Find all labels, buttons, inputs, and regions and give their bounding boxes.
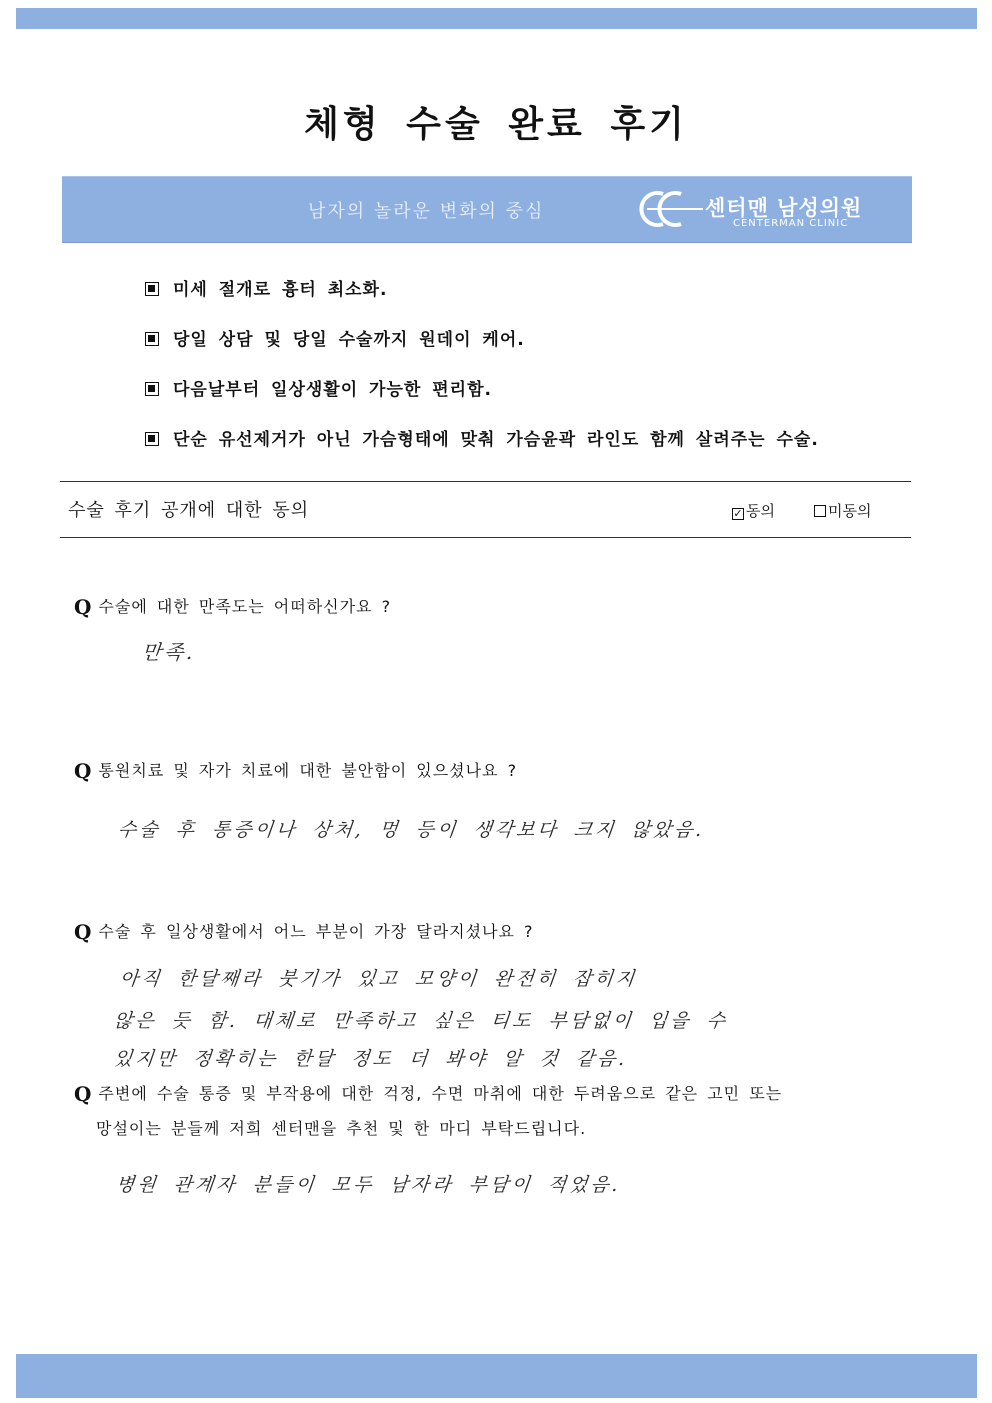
qa-item — [74, 594, 391, 619]
feature-item — [145, 375, 819, 425]
question-text: 주변에 수술 통증 및 부작용에 대한 걱정, 수면 마취에 대한 두려움으로 같은 고민 또는 — [98, 1084, 783, 1103]
qa-item — [74, 758, 517, 783]
question — [74, 758, 517, 783]
question-text-continued: 망설이는 분들께 저희 센터맨을 추천 및 한 마디 부탁드립니다. — [96, 1119, 587, 1138]
feature-list — [145, 275, 819, 475]
agree-label: 동의 — [746, 502, 775, 520]
clinic-banner — [62, 176, 912, 243]
qa-item — [74, 919, 534, 944]
empty-checkbox-icon[interactable] — [814, 505, 826, 517]
question-text: 수술 후 일상생활에서 어느 부분이 가장 달라지셨나요 ? — [98, 922, 534, 941]
logo-korean-name: 센터맨 남성의원 — [705, 196, 863, 220]
top-color-band — [16, 8, 977, 29]
consent-row — [60, 481, 911, 538]
feature-text: 단순 유선제거가 아닌 가슴형태에 맞춰 가슴윤곽 라인도 함께 살려주는 수술. — [173, 430, 819, 450]
feature-item — [145, 325, 819, 375]
feature-text: 미세 절개로 흉터 최소화. — [173, 280, 388, 300]
square-bullet-icon — [145, 382, 159, 396]
handwritten-answer-line: 있지만 정확히는 한달 정도 더 봐야 알 것 같음. — [112, 1048, 629, 1070]
banner-slogan: 남자의 놀라운 변화의 중심 — [308, 201, 545, 222]
q-marker-icon: Q — [74, 759, 93, 783]
feature-item — [145, 275, 819, 325]
page-title: 체형 수술 완료 후기 — [304, 104, 688, 145]
double-c-logo-icon — [625, 189, 703, 229]
agree-option[interactable] — [732, 500, 775, 521]
checked-checkbox-icon[interactable]: ✓ — [733, 507, 743, 520]
handwritten-answer: 수술 후 통증이나 상처, 멍 등이 생각보다 크지 않았음. — [116, 819, 706, 841]
square-bullet-icon — [145, 282, 159, 296]
question — [74, 919, 534, 944]
disagree-label: 미동의 — [828, 502, 872, 520]
question-text: 통원치료 및 자가 치료에 대한 불안함이 있으셨나요 ? — [98, 761, 518, 780]
q-marker-icon: Q — [74, 920, 93, 944]
qa-item — [74, 1081, 782, 1139]
question — [74, 594, 391, 619]
question — [74, 1081, 782, 1139]
q-marker-icon: Q — [74, 595, 93, 619]
handwritten-answer: 병원 관계자 분들이 모두 남자라 부담이 적었음. — [114, 1174, 623, 1196]
handwritten-answer-line: 않은 듯 함. 대체로 만족하고 싶은 티도 부담없이 입을 수 — [112, 1010, 730, 1032]
question-text: 수술에 대한 만족도는 어떠하신가요 ? — [98, 597, 392, 616]
bottom-color-band — [16, 1354, 977, 1398]
handwritten-answer-line: 아직 한달째라 붓기가 있고 모양이 완전히 잡히지 — [118, 968, 639, 990]
square-bullet-icon — [145, 332, 159, 346]
clinic-logo — [625, 185, 905, 233]
feature-text: 다음날부터 일상생활이 가능한 편리함. — [173, 380, 492, 400]
feature-item — [145, 425, 819, 475]
handwritten-answer: 만족. — [140, 640, 198, 664]
feature-text: 당일 상담 및 당일 수술까지 원데이 케어. — [173, 330, 525, 350]
square-bullet-icon — [145, 432, 159, 446]
logo-english-name: CENTERMAN CLINIC — [733, 218, 849, 229]
disagree-option[interactable] — [814, 500, 871, 521]
consent-label: 수술 후기 공개에 대한 동의 — [68, 500, 310, 521]
q-marker-icon: Q — [74, 1082, 93, 1106]
